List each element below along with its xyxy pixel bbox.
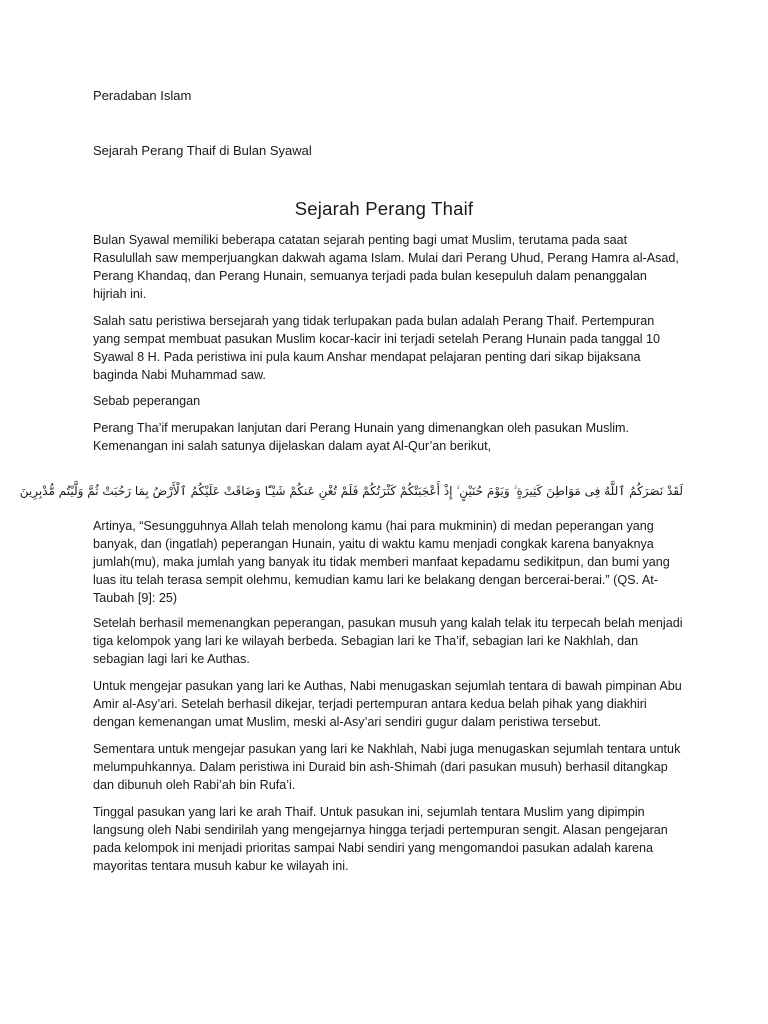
paragraph-nakhlah: Sementara untuk mengejar pasukan yang lari ke Nakhlah, Nabi juga menugaskan sejumlah tentara untuk melumpuhkannya. Dalam peristiwa ini Duraid bin ash-Shimah (dari pasukan musuh) berhasil ditangkap dan dibunuh oleh Rabi’ah bin Rufa’i.: [93, 742, 681, 792]
arabic-verse: لَقَدْ نَصَرَكُمُ ٱللَّهُ فِى مَوَاطِنَ كَثِيرَةٍ ۙ وَيَوْمَ حُنَيْنٍ ۙ إِذْ أَعْجَبَتْكُمْ كَثْرَتُكُمْ فَلَمْ تُغْنِ عَنكُمْ شَيْـًٔا وَضَاقَتْ عَلَيْكُمُ ٱلْأَرْضُ بِمَا رَحُبَتْ ثُمَّ وَلَّيْتُم مُّدْبِرِينَ: [19, 484, 683, 498]
paragraph-authas: Untuk mengejar pasukan yang lari ke Authas, Nabi menugaskan sejumlah tentara di bawah pimpinan Abu Amir al-Asy’ari. Setelah berhasil dikejar, terjadi pertempuran antara kedua belah pihak yang diakhiri dengan kemenangan umat Muslim, meski al-Asy’ari sendiri gugur dalam peristiwa tersebut.: [93, 679, 682, 729]
category-label: Peradaban Islam: [93, 88, 192, 103]
document-subtitle: Sejarah Perang Thaif di Bulan Syawal: [93, 143, 312, 158]
paragraph-translation: Artinya, “Sesungguhnya Allah telah menolong kamu (hai para mukminin) di medan peperangan yang banyak, dan (ingatlah) peperangan Hunain, yaitu di waktu kamu menjadi congkak karena banyaknya jumlah(mu), maka jumlah yang banyak itu tidak memberi manfaat kepadamu sedikitpun, dan bumi yang luas itu telah terasa sempit olehmu, kemudian kamu lari ke belakang dengan bercerai-berai.” (QS. At-Taubah [9]: 25): [93, 519, 670, 605]
article-title: Sejarah Perang Thaif: [294, 198, 474, 219]
paragraph-enemy-split: Setelah berhasil memenangkan peperangan, pasukan musuh yang kalah telak itu terpecah belah menjadi tiga kelompok yang lari ke wilayah berbeda. Sebagian lari ke Tha’if, sebagian lari ke Nakhlah, dan sebagian lagi lari ke Authas.: [93, 616, 683, 666]
paragraph-thaif: Salah satu peristiwa bersejarah yang tidak terlupakan pada bulan adalah Perang Thaif. Pertempuran yang sempat membuat pasukan Muslim kocar-kacir ini terjadi setelah Perang Hunain pada tanggal 10 Syawal 8 H. Pada peristiwa ini pula kaum Anshar mendapat pelajaran penting dari sikap bijaksana baginda Nabi Muhammad saw.: [93, 314, 661, 382]
section-heading: Sebab peperangan: [93, 394, 201, 408]
paragraph-cause: Perang Tha’if merupakan lanjutan dari Perang Hunain yang dimenangkan oleh pasukan Muslim. Kemenangan ini salah satunya dijelaskan dalam ayat Al-Qur’an berikut,: [93, 421, 630, 453]
paragraph-intro: Bulan Syawal memiliki beberapa catatan sejarah penting bagi umat Muslim, terutama pada saat Rasulullah saw memperjuangkan dakwah agama Islam. Mulai dari Perang Uhud, Perang Hamra al-Asad, Perang Khandaq, dan Perang Hunain, semuanya terjadi pada bulan kesepuluh dalam penanggalan hijriah ini.: [93, 233, 679, 301]
paragraph-thaif-pursuit: Tinggal pasukan yang lari ke arah Thaif. Untuk pasukan ini, sejumlah tentara Muslim yang dipimpin langsung oleh Nabi sendirilah yang mengejarnya hingga terjadi pertempuran sengit. Alasan pengejaran pada kelompok ini menjadi prioritas sampai Nabi sendiri yang mengomandoi pasukan adalah karena mayoritas tentara musuh kabur ke wilayah ini.: [93, 805, 668, 873]
